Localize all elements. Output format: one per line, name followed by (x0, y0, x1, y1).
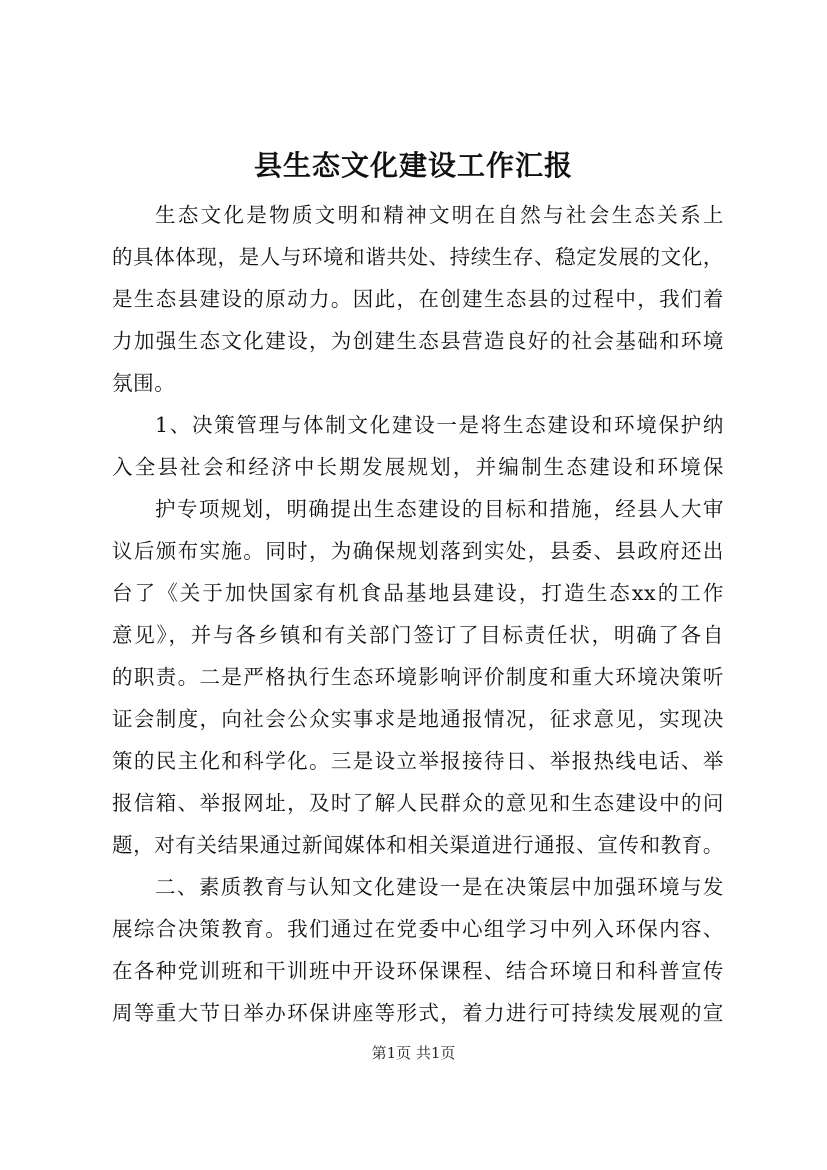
page-number-footer: 第1页 共1页 (371, 1044, 456, 1062)
document-title: 县生态文化建设工作汇报 (253, 149, 573, 182)
body-line: 是生态县建设的原动力。因此，在创建生态县的过程中，我们着 (112, 287, 724, 311)
body-line: 策的民主化和科学化。三是设立举报接待日、举报热线电话、举 (112, 749, 724, 773)
document-body (112, 194, 724, 1034)
body-line: 周等重大节日举办环保讲座等形式，着力进行可持续发展观的宣 (112, 1001, 724, 1025)
body-line: 证会制度，向社会公众实事求是地通报情况，征求意见，实现决 (112, 707, 724, 731)
body-line: 的职责。二是严格执行生态环境影响评价制度和重大环境决策听 (112, 665, 724, 689)
body-line: 二、素质教育与认知文化建设一是在决策层中加强环境与发 (155, 875, 724, 899)
body-line: 议后颁布实施。同时，为确保规划落到实处，县委、县政府还出 (112, 539, 724, 563)
body-line: 护专项规划，明确提出生态建设的目标和措施，经县人大审 (155, 497, 724, 521)
body-line: 展综合决策教育。我们通过在党委中心组学习中列入环保内容、 (112, 917, 724, 941)
body-line: 题，对有关结果通过新闻媒体和相关渠道进行通报、宣传和教育。 (112, 833, 724, 857)
body-line: 生态文化是物质文明和精神文明在自然与社会生态关系上 (155, 203, 724, 227)
body-line: 的具体体现，是人与环境和谐共处、持续生存、稳定发展的文化， (112, 245, 724, 269)
body-line: 报信箱、举报网址，及时了解人民群众的意见和生态建设中的问 (112, 791, 724, 815)
body-line: 力加强生态文化建设，为创建生态县营造良好的社会基础和环境 (112, 329, 724, 353)
body-line: 入全县社会和经济中长期发展规划，并编制生态建设和环境保 (112, 455, 724, 479)
body-line: 台了《关于加快国家有机食品基地县建设，打造生态xx的工作 (112, 581, 724, 605)
body-line: 在各种党训班和干训班中开设环保课程、结合环境日和科普宣传 (112, 959, 724, 983)
body-line: 氛围。 (112, 371, 176, 395)
body-line: 意见》，并与各乡镇和有关部门签订了目标责任状，明确了各自 (112, 623, 724, 647)
body-line: 1、决策管理与体制文化建设一是将生态建设和环境保护纳 (155, 413, 724, 437)
